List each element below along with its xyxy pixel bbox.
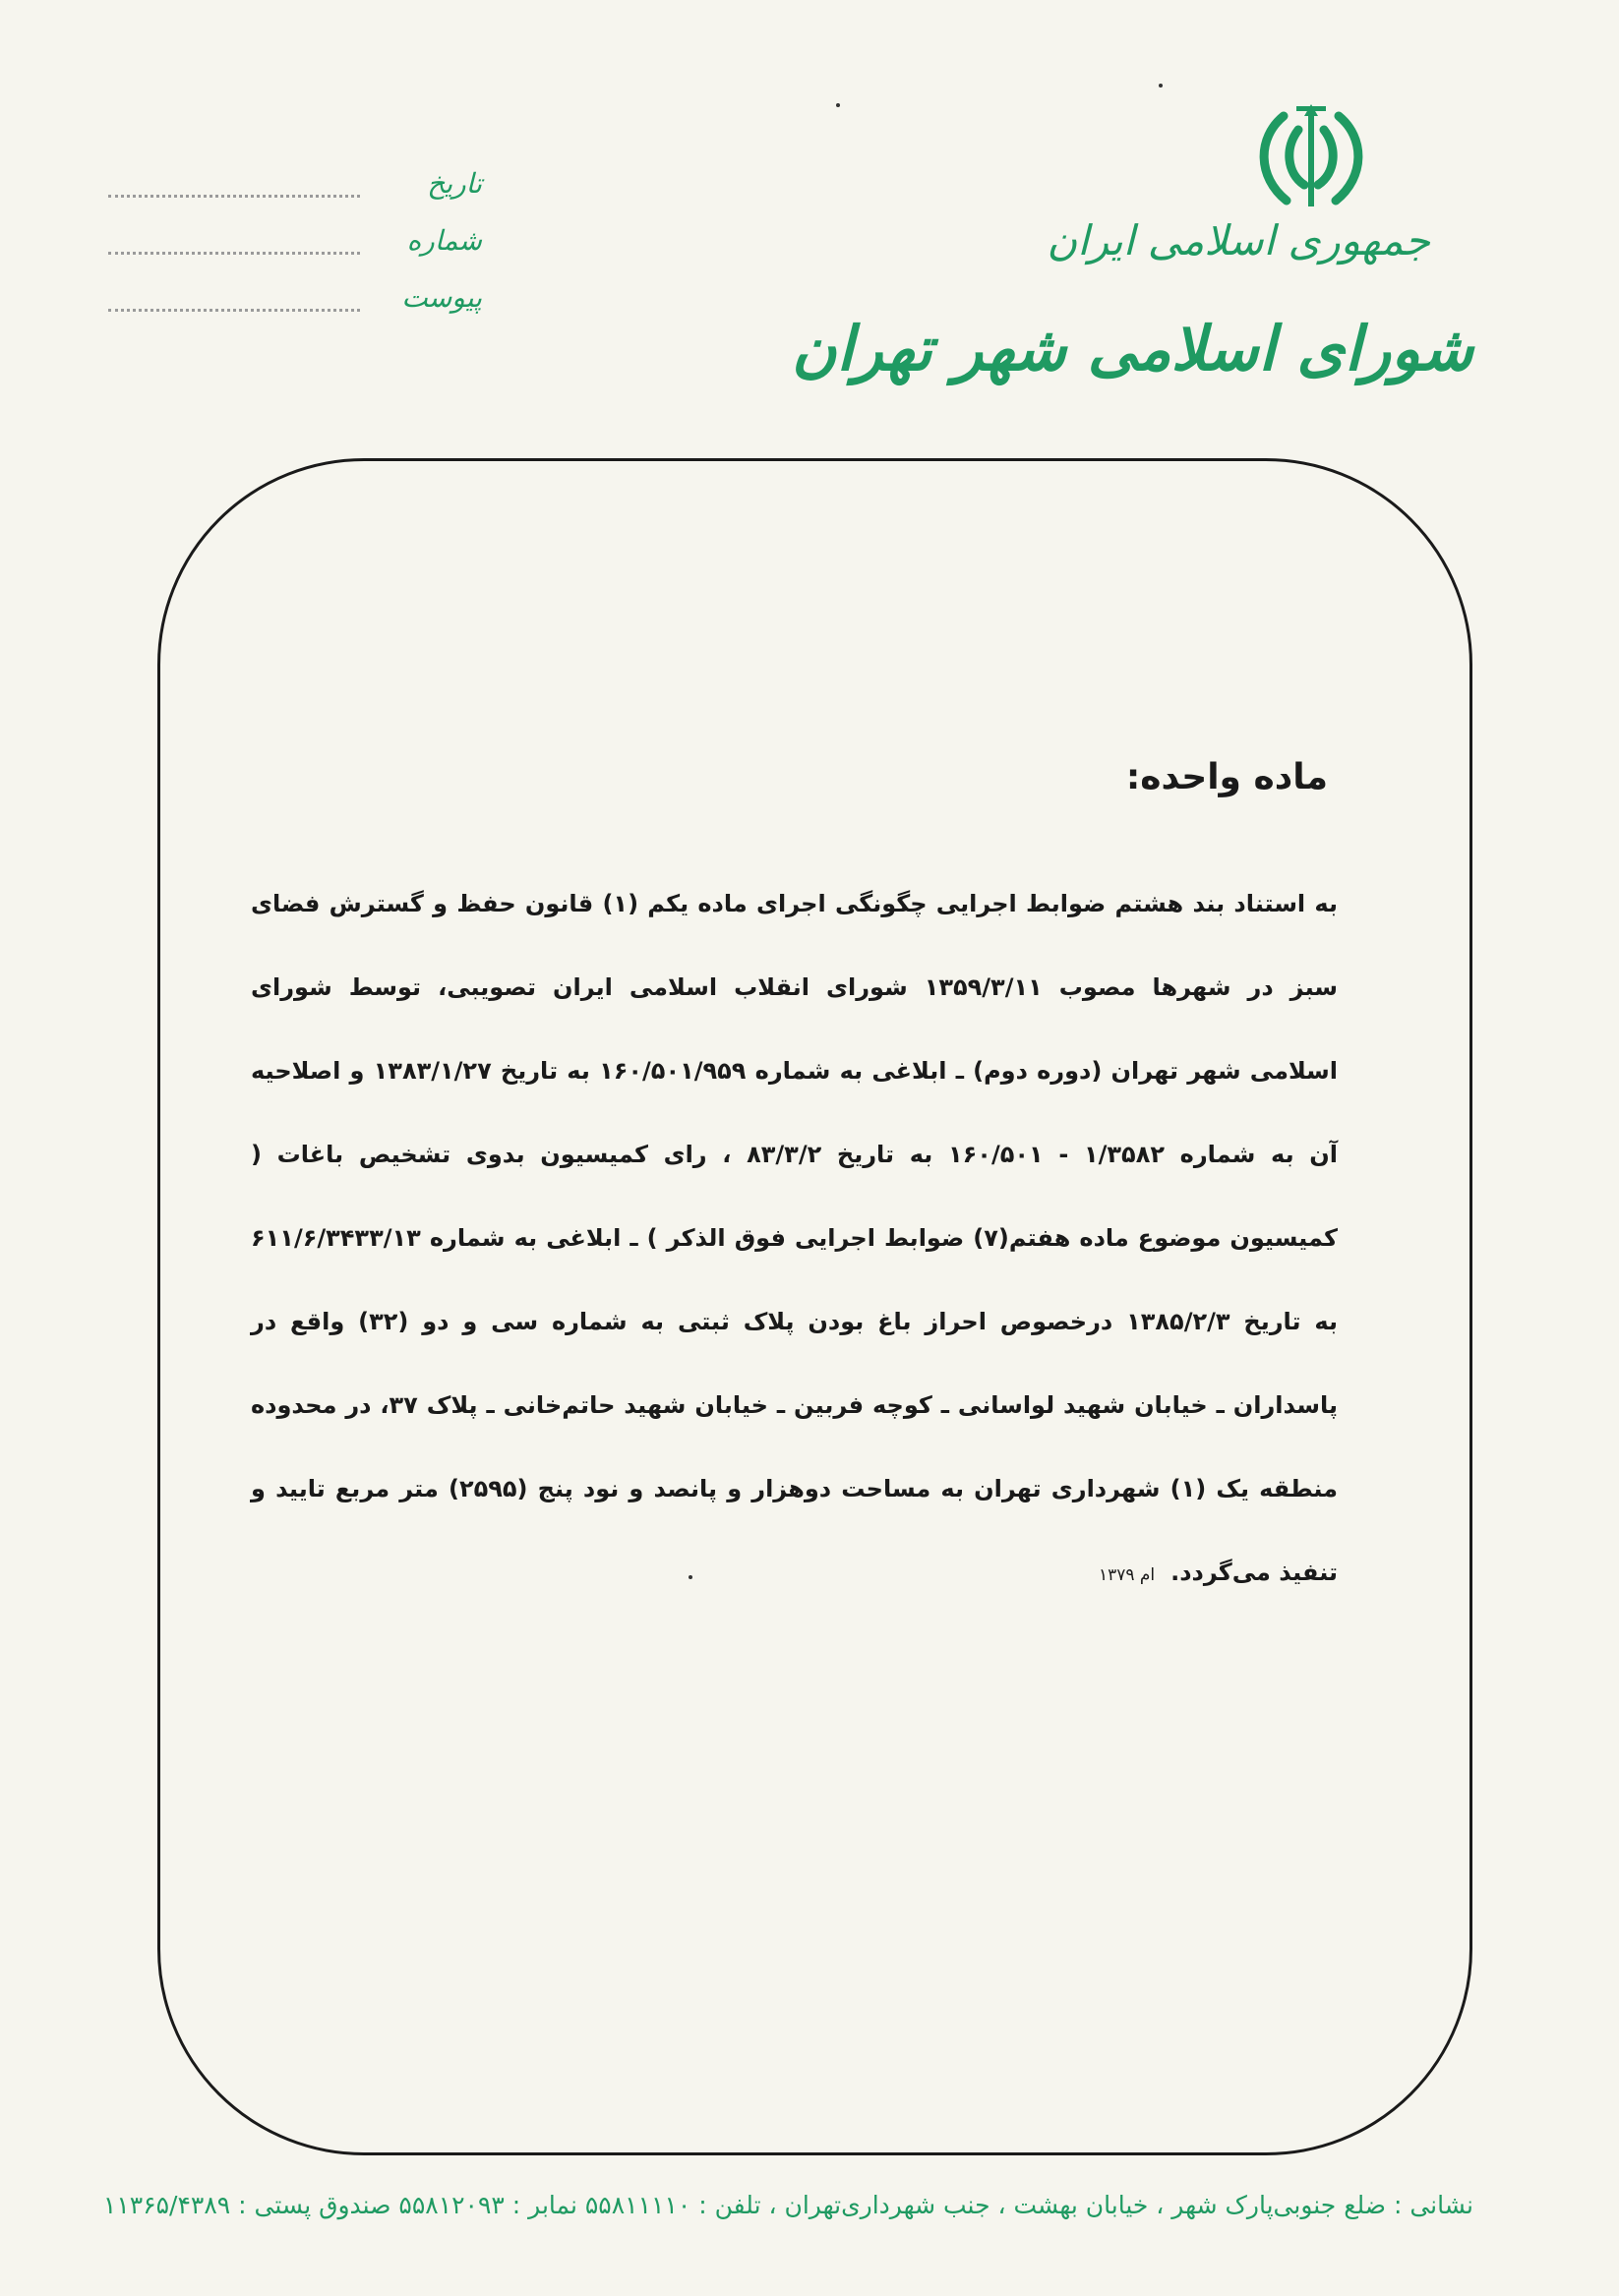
- letter-meta-fields: [108, 167, 482, 338]
- number-field: [108, 224, 482, 281]
- scan-speck: [836, 103, 840, 107]
- republic-name: جمهوری اسلامی ایران: [1047, 216, 1430, 265]
- attachment-field: [108, 281, 482, 338]
- date-label: تاریخ: [427, 167, 482, 200]
- number-label: شماره: [406, 224, 482, 257]
- date-field: [108, 167, 482, 224]
- number-line: [108, 252, 360, 255]
- body-text: به استناد بند هشتم ضوابط اجرایی چگونگی اجرای ماده یکم (۱) قانون حفظ و گسترش فضای سبز در شهرها مصوب ۱۳۵۹/۳/۱۱ شورای انقلاب اسلامی ایران تصویبی، توسط شورای اسلامی شهر تهران (دوره دوم) ـ ابلاغی به شماره ۱۶۰/۵۰۱/۹۵۹ به تاریخ ۱۳۸۳/۱/۲۷ و اصلاحیه آن به شماره ۱/۳۵۸۲ - ۱۶۰/۵۰۱ به تاریخ ۸۳/۳/۲ ، رای کمیسیون بدوی تشخیص باغات ( کمیسیون موضوع ماده هفتم(۷) ضوابط اجرایی فوق الذکر ) ـ ابلاغی به شماره ۶۱۱/۶/۳۴۳۳/۱۳ به تاریخ ۱۳۸۵/۲/۳ درخصوص احراز باغ بودن پلاک ثبتی به شماره سی و دو (۳۲) واقع در پاسداران ـ خیابان شهید لواسانی ـ کوچه فربین ـ خیابان شهید حاتم‌خانی ـ پلاک ۳۷، در محدوده منطقه یک (۱) شهرداری تهران به مساحت دوهزار و پانصد و نود پنج (۲۵۹۵) متر مربع تایید و تنفیذ می‌گردد.: [251, 890, 1339, 1586]
- council-name: شورای اسلامی شهر تهران: [791, 313, 1473, 384]
- document-content: [251, 757, 1338, 1618]
- scan-speck: [1159, 84, 1163, 88]
- date-line: [108, 195, 360, 198]
- document-body: [251, 862, 1338, 1618]
- emblem-icon: [1249, 96, 1373, 220]
- attachment-line: [108, 309, 360, 312]
- footer-address: نشانی : ضلع جنوبی‌پارک شهر ، خیابان بهشت ، جنب شهرداری‌تهران ، تلفن : ۵۵۸۱۱۱۱۰ نمابر : ۵۵۸۱۲۰۹۳ صندوق پستی : ۱۱۳۶۵/۴۳۸۹: [102, 2191, 1473, 2219]
- scan-speck: [689, 1575, 692, 1579]
- ref-code: ام ۱۳۷۹: [1098, 1565, 1156, 1585]
- attachment-label: پیوست: [401, 281, 482, 314]
- document-heading: ماده واحده:: [1125, 757, 1328, 797]
